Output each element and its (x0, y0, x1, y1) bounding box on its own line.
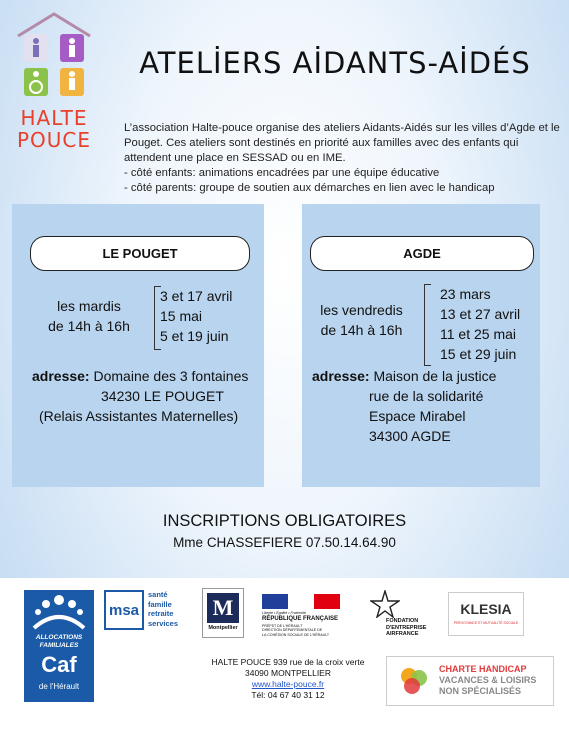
logo-figures-icon (12, 8, 96, 110)
address-line: 34300 AGDE (369, 428, 451, 444)
caf-line: FAMILIALES (39, 642, 79, 649)
charte-line: VACANCES & LOISIRS (439, 675, 537, 685)
footer-line: 34090 MONTPELLIER (245, 668, 331, 678)
schedule-hours: de 14h à 16h (320, 322, 403, 338)
schedule-hours: de 14h à 16h (48, 318, 130, 334)
msa-abbr: msa (104, 590, 144, 630)
montpellier-letter: M (207, 593, 239, 623)
airfrance-line: D'ENTREPRISE (386, 624, 427, 631)
intro-paragraph: L’association Halte-pouce organise des ateliers Aidants-Aidés sur les villes d’Agde et le Pouget. Ces ateliers sont destinés en priorité aux familles avec des enfants qui attendent une place en SESSAD ou en IME. (124, 122, 560, 164)
intro-text (124, 121, 560, 196)
logo-text-pouce: POUCE (16, 128, 92, 152)
date-item: 15 et 29 juin (440, 346, 517, 362)
date-item: 13 et 27 avril (440, 306, 521, 322)
address-line: Maison de la justice (373, 368, 497, 384)
address-line: Domaine des 3 fontaines (93, 368, 249, 384)
panel-heading-le-pouget: LE POUGET (30, 236, 250, 271)
star-icon (370, 590, 400, 618)
date-item: 15 mai (160, 308, 203, 324)
republique-sub: LA COHÉSION SOCIALE DE L'HÉRAULT (262, 632, 330, 637)
footer-phone: Tél: 04 67 40 31 12 (251, 690, 325, 700)
address-line: Espace Mirabel (369, 408, 466, 424)
footer-address (196, 657, 380, 701)
charte-line: CHARTE HANDICAP (439, 664, 527, 674)
date-item: 11 et 25 mai (440, 326, 517, 342)
date-item: 23 mars (440, 286, 491, 302)
republique-sub: PRÉFET DE L'HÉRAULT (262, 624, 303, 628)
schedule-days (314, 300, 409, 340)
inscriptions-heading: INSCRIPTIONS OBLIGATOIRES (162, 512, 407, 530)
halte-pouce-logo (12, 8, 96, 153)
address-label: adresse: (312, 368, 370, 384)
airfrance-line: AIRFRANCE (386, 631, 419, 637)
klesia-logo (448, 592, 524, 636)
charte-handicap-icon (397, 664, 431, 698)
dates-list (440, 284, 520, 364)
address-line: (Relais Assistantes Maternelles) (39, 408, 239, 424)
airfrance-line: FONDATION (386, 618, 419, 624)
intro-bullet-children: - côté enfants: animations encadrées par une équipe éducative (124, 167, 440, 179)
schedule-days (34, 296, 144, 336)
contact-line: Mme CHASSEFIERE 07.50.14.64.90 (173, 535, 396, 550)
panel-agde (302, 204, 540, 487)
footer-line: HALTE POUCE 939 rue de la croix verte (211, 657, 365, 667)
address-agde (312, 366, 537, 446)
msa-line: retraite (148, 609, 174, 618)
address-line: rue de la solidarité (369, 388, 484, 404)
caf-name: Caf (41, 652, 77, 677)
panel-heading-agde: AGDE (310, 236, 534, 271)
msa-line: santé (148, 590, 168, 599)
schedule-day: les vendredis (320, 302, 403, 318)
republique-francaise-logo (262, 594, 342, 640)
caf-line: ALLOCATIONS (35, 634, 83, 641)
schedule-day: les mardis (57, 298, 121, 314)
msa-line: famille (148, 599, 172, 609)
caf-logo (24, 590, 94, 702)
klesia-name: KLESIA (460, 601, 512, 617)
logo-text-halte: HALTE (20, 106, 88, 130)
montpellier-name: Montpellier (208, 625, 238, 631)
republique-motto: Liberté • Égalité • Fraternité (262, 611, 306, 615)
intro-bullet-parents: - côté parents: groupe de soutien aux démarches en lien avec le handicap (124, 182, 495, 194)
date-item: 3 et 17 avril (160, 288, 233, 304)
republique-sub: DIRECTION DÉPARTEMENTALE DE (262, 628, 323, 633)
msa-line: services (148, 618, 179, 628)
charte-handicap-logo (386, 656, 554, 706)
address-line: 34230 LE POUGET (101, 388, 224, 404)
website-link[interactable]: www.halte-pouce.fr (251, 679, 325, 689)
date-item: 5 et 19 juin (160, 328, 229, 344)
caf-family-icon (24, 590, 94, 630)
french-flag-icon (262, 594, 340, 609)
republique-name: RÉPUBLIQUE FRANÇAISE (262, 616, 339, 622)
charte-line: NON SPÉCIALISÉS (439, 686, 522, 696)
address-le-pouget (32, 366, 264, 426)
dates-list (160, 286, 232, 346)
msa-logo (104, 590, 190, 632)
page-title: ATELİERS AİDANTS-AİDÉS (139, 46, 531, 80)
klesia-tagline: PRÉVOYANCE ET MUTUALITÉ SOCIALE (453, 621, 519, 625)
montpellier-logo (202, 588, 244, 638)
caf-region: de l'Hérault (38, 682, 80, 691)
panel-le-pouget (12, 204, 264, 487)
fondation-airfrance-logo (356, 590, 432, 640)
dates-bracket (424, 284, 431, 366)
address-label: adresse: (32, 368, 90, 384)
